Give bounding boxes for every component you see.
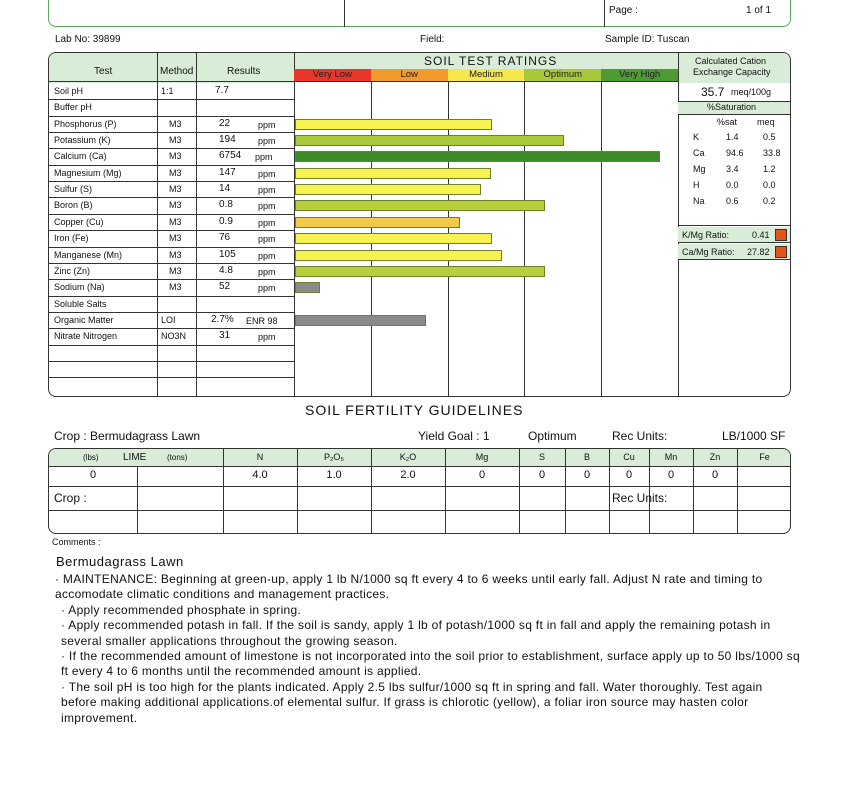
test-method: M3: [169, 135, 182, 146]
comment-line: · MAINTENANCE: Beginning at green-up, apply 1 lb N/1000 sq ft every 4 to 6 weeks until early fall. Adjust N rate and timing to accomodate climatic conditions and management practices.: [55, 572, 763, 602]
guide-header-6: Cu: [623, 452, 635, 462]
yield-goal: Yield Goal : 1: [418, 429, 490, 443]
test-result: 52: [219, 281, 231, 293]
test-result: 7.7: [215, 85, 229, 96]
cation-sat: 1.4: [726, 132, 739, 142]
test-result: 22: [219, 117, 231, 129]
cation-sat: 3.4: [726, 164, 739, 174]
guide-row-sep-2: [49, 510, 791, 511]
rating-header-cell: Very High: [601, 69, 678, 81]
rating-gridline: [601, 81, 602, 397]
kmg-label: K/Mg Ratio:: [682, 230, 730, 240]
rating-bar: [295, 266, 545, 277]
comment-line: · Apply recommended potash in fall. If the soil is sandy, apply 1 lb of potash/1000 sq ft in fall and apply the remaining potash in several smaller applications throughout the growing season.: [61, 618, 771, 648]
test-name: Magnesium (Mg): [54, 167, 122, 178]
camg-indicator: [775, 246, 787, 258]
col-sep-method: [157, 53, 158, 397]
test-unit: ppm: [258, 119, 276, 130]
guide-header-3: Mg: [475, 452, 489, 462]
test-result: 31: [219, 330, 231, 342]
test-unit: ppm: [258, 201, 276, 212]
test-unit: ppm: [258, 217, 276, 228]
guide-col-line: [137, 466, 138, 534]
comment-line: · If the recommended amount of limestone is not incorporated into the soil prior to establishment, surface apply up to 50 lbs/1000 sq ft every 4 to 6 months until the recommended amount is applied.: [61, 649, 800, 679]
kmg-indicator: [775, 229, 787, 241]
soil-test-box: [48, 52, 791, 397]
cation-element: H: [693, 180, 700, 190]
test-method: M3: [169, 167, 182, 178]
rec-units-value: LB/1000 SF: [722, 429, 786, 443]
guide-header-0: N: [256, 452, 264, 462]
guide-header-4: S: [538, 452, 545, 462]
test-method: M3: [169, 151, 182, 162]
crop-label: Crop : Bermudagrass Lawn: [54, 429, 201, 443]
guide-value: 2.0: [400, 469, 416, 481]
col-test-header: Test: [94, 66, 113, 77]
test-result: 194: [219, 134, 236, 146]
rating-header-cell: Medium: [448, 69, 525, 81]
guide-value: 4.0: [252, 469, 268, 481]
test-result: 6754: [219, 150, 242, 162]
comment-line: · The soil pH is too high for the plants indicated. Apply 2.5 lbs sulfur/1000 sq ft in spring and fall. Water thoroughly. Test again before making additional applications.of elemental sulfur. If grass is chlorotic (yellow), a foliar iron source may hasten color improvement.: [61, 679, 763, 725]
test-method: LOI: [161, 314, 176, 325]
test-unit: ppm: [255, 152, 273, 163]
cation-element: K: [693, 132, 700, 142]
test-name: Copper (Cu): [54, 216, 104, 227]
test-method: M3: [169, 282, 182, 293]
guide-value: 1.0: [326, 469, 342, 481]
guide-row-sep-1: [49, 486, 791, 487]
test-name: Iron (Fe): [54, 233, 89, 244]
cec-title-1: Calculated Cation: [695, 56, 767, 66]
test-unit: ppm: [258, 185, 276, 196]
cation-sat: 0.0: [726, 180, 739, 190]
cation-meq: 33.8: [763, 148, 781, 158]
table-row: [49, 279, 678, 295]
rec-units-label: Rec Units:: [612, 429, 668, 443]
rating-header-cell: Very Low: [294, 69, 371, 81]
test-name: Sodium (Na): [54, 282, 105, 293]
rating-bar: [295, 151, 660, 162]
cec-unit: meq/100g: [731, 87, 772, 97]
test-method: M3: [169, 184, 182, 195]
comments-label: Comments :: [52, 537, 101, 547]
rating-bar: [295, 184, 481, 195]
header-bottom-line: [49, 81, 678, 82]
rating-bar: [295, 135, 564, 146]
crop2-label: Crop :: [54, 491, 87, 505]
guide-header-9: Fe: [759, 452, 770, 462]
test-result: 147: [219, 166, 236, 178]
rating-bar: [295, 168, 491, 179]
saturation-title: %Saturation: [707, 102, 757, 112]
cation-sat: 0.6: [726, 196, 739, 206]
guide-header-7: Mn: [664, 452, 678, 462]
sample-id: Sample ID: Tuscan: [605, 34, 690, 45]
guide-value: 0: [711, 469, 719, 481]
cation-element: Ca: [693, 148, 705, 158]
ratio-sep-1: [678, 225, 791, 226]
test-result: 105: [219, 248, 236, 260]
test-name: Potassium (K): [54, 135, 111, 146]
table-row: [49, 83, 678, 99]
row-line: [49, 345, 294, 346]
test-name: Buffer pH: [54, 102, 92, 113]
rating-bar: [295, 250, 502, 261]
lime-lbs: (lbs): [83, 453, 99, 462]
test-unit: ppm: [258, 234, 276, 245]
rating-bar: [295, 315, 426, 326]
rating-bar: [295, 233, 492, 244]
col-sat-header: %sat: [717, 117, 738, 127]
test-method: 1:1: [161, 86, 174, 96]
optimum-label: Optimum: [528, 429, 577, 443]
ratings-title: SOIL TEST RATINGS: [424, 54, 558, 68]
test-result: 4.8: [219, 264, 233, 276]
test-unit: ppm: [258, 332, 276, 343]
test-name: Nitrate Nitrogen: [54, 331, 118, 342]
camg-label: Ca/Mg Ratio:: [682, 247, 735, 257]
test-name: Soil pH: [54, 86, 84, 96]
cation-sat: 94.6: [726, 148, 744, 158]
page-label: Page :: [609, 5, 638, 16]
col-method-header: Method: [160, 66, 194, 77]
guide-value: 0: [625, 469, 633, 481]
rec-units2-label: Rec Units:: [612, 491, 668, 505]
test-unit: ppm: [258, 283, 276, 294]
guide-value: 0: [89, 469, 97, 481]
guide-header-5: B: [583, 452, 590, 462]
test-result: 14: [219, 183, 231, 195]
cation-meq: 1.2: [763, 164, 776, 174]
test-method: M3: [169, 249, 182, 260]
test-name: Sulfur (S): [54, 184, 93, 195]
lime-tons: (tons): [167, 453, 188, 462]
col-meq-header: meq: [757, 117, 775, 127]
rating-header-cell: Optimum: [524, 69, 601, 81]
rating-bar: [295, 200, 545, 211]
rating-bar: [295, 217, 460, 228]
test-unit: ppm: [258, 168, 276, 179]
table-row: [49, 99, 678, 115]
rating-bar: [295, 119, 492, 130]
row-line: [49, 377, 294, 378]
test-name: Phosphorus (P): [54, 118, 117, 129]
test-method: M3: [169, 233, 182, 244]
test-method: M3: [169, 216, 182, 227]
rating-bar: [295, 282, 320, 293]
lab-number: Lab No: 39899: [55, 34, 121, 45]
test-unit: ENR 98: [246, 315, 278, 326]
rating-header-cell: Low: [371, 69, 448, 81]
cation-element: Mg: [693, 164, 706, 174]
camg-value: 27.82: [747, 247, 770, 257]
col-results-header: Results: [227, 66, 261, 77]
cation-meq: 0.5: [763, 132, 776, 142]
guide-value: 0: [583, 469, 591, 481]
guide-header-2: K₂O: [399, 452, 417, 462]
test-name: Zinc (Zn): [54, 265, 90, 276]
guide-header-8: Zn: [709, 452, 721, 462]
table-row: [49, 328, 678, 344]
test-result: 2.7%: [211, 313, 234, 325]
cation-meq: 0.2: [763, 196, 776, 206]
header-divider-1: [344, 0, 345, 27]
guide-value: 0: [667, 469, 675, 481]
cec-title-2: Exchange Capacity: [693, 67, 771, 77]
col-sep-results: [196, 53, 197, 397]
test-unit: ppm: [258, 136, 276, 147]
comments-body: [55, 572, 800, 726]
cation-element: Na: [693, 196, 705, 206]
comment-line: · Apply recommended phosphate in spring.: [61, 602, 302, 617]
test-name: Calcium (Ca): [54, 151, 107, 162]
guide-value: 0: [478, 469, 486, 481]
row-line: [49, 361, 294, 362]
guide-value: 0: [538, 469, 546, 481]
cation-meq: 0.0: [763, 180, 776, 190]
rating-gridline: [524, 81, 525, 397]
field-label: Field:: [420, 34, 445, 45]
test-name: Soluble Salts: [54, 298, 107, 309]
guidelines-box: [48, 448, 791, 534]
lime-label: LIME: [123, 452, 147, 463]
test-method: M3: [169, 200, 182, 211]
cec-value: 35.7: [701, 85, 725, 99]
guidelines-title: SOIL FERTILITY GUIDELINES: [305, 402, 524, 418]
guide-header-1: P₂O₅: [323, 452, 345, 462]
test-method: NO3N: [161, 331, 187, 342]
test-unit: ppm: [258, 250, 276, 261]
test-unit: ppm: [258, 266, 276, 277]
header-divider-2: [604, 0, 605, 27]
comments-heading: Bermudagrass Lawn: [56, 554, 184, 569]
test-method: M3: [169, 265, 182, 276]
test-name: Manganese (Mn): [54, 249, 123, 260]
test-result: 0.9: [219, 215, 233, 227]
page-value: 1 of 1: [746, 5, 772, 16]
kmg-value: 0.41: [752, 230, 770, 240]
table-row: [49, 296, 678, 312]
test-name: Organic Matter: [54, 314, 114, 325]
test-name: Boron (B): [54, 200, 93, 211]
test-method: M3: [169, 118, 182, 129]
header-box: [48, 0, 791, 27]
test-result: 76: [219, 232, 231, 244]
test-result: 0.8: [219, 199, 233, 211]
